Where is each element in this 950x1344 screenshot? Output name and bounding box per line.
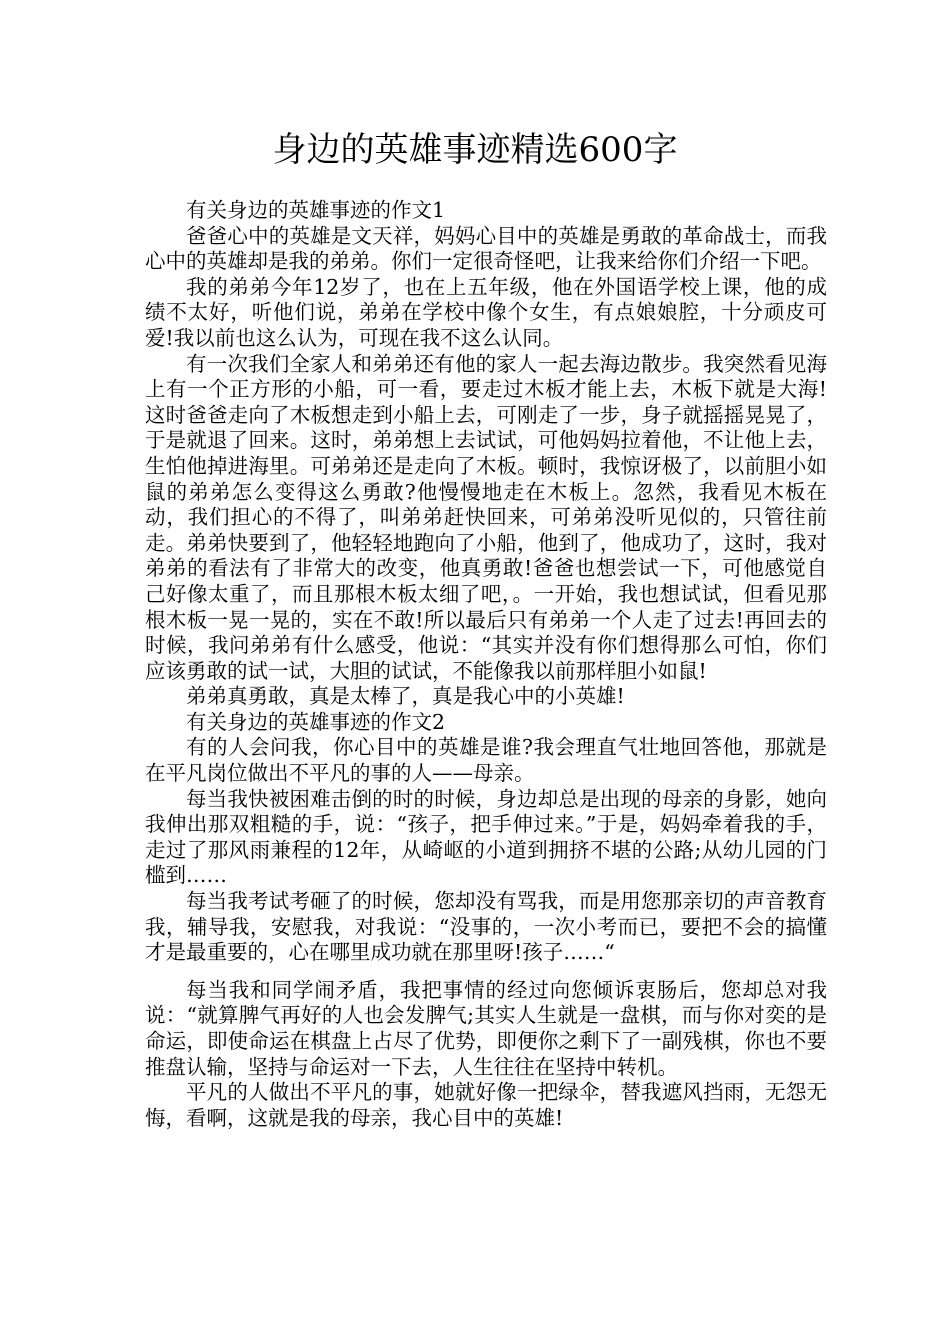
essay-2-heading: 有关身边的英雄事迹的作文2: [186, 709, 446, 734]
paragraph: 每当我快被困难击倒的时的时候，身边却总是出现的母亲的身影，她向我伸出那双粗糙的手，说：“孩子，把手伸过来。”于是，妈妈牵着我的手，走过了那风雨兼程的12年，从崎岖的小道到拥挤不堪的公路;从幼儿园的门槛到……: [145, 786, 827, 888]
paragraph: 平凡的人做出不平凡的事，她就好像一把绿伞，替我遮风挡雨，无怨无悔，看啊，这就是我的母亲，我心目中的英雄!: [145, 1080, 827, 1130]
paragraph: 每当我考试考砸了的时候，您却没有骂我，而是用您那亲切的声音教育我，辅导我，安慰我，对我说：“没事的，一次小考而已，要把不会的搞懂才是最重要的，心在哪里成功就在那里呀!孩子……“: [145, 889, 827, 965]
paragraph: 有一次我们全家人和弟弟还有他的家人一起去海边散步。我突然看见海上有一个正方形的小船，可一看，要走过木板才能上去，木板下就是大海!这时爸爸走向了木板想走到小船上去，可刚走了一步，身子就摇摇晃晃了，于是就退了回来。这时，弟弟想上去试试，可他妈妈拉着他，不让他上去，生怕他掉进海里。可弟弟还是走向了木板。顿时，我惊讶极了，以前胆小如鼠的弟弟怎么变得这么勇敢?他慢慢地走在木板上。忽然，我看见木板在动，我们担心的不得了，叫弟弟赶快回来，可弟弟没听见似的，只管往前走。弟弟快要到了，他轻轻地跑向了小船，他到了，他成功了，这时，我对弟弟的看法有了非常大的改变，他真勇敢!爸爸也想尝试一下，可他感觉自己好像太重了，而且那根木板太细了吧，。一开始，我也想试试，但看见那根木板一晃一晃的，实在不敢!所以最后只有弟弟一个人走了过去!再回去的时候，我问弟弟有什么感受，他说：“其实并没有你们想得那么可怕，你们应该勇敢的试一试，大胆的试试，不能像我以前那样胆小如鼠!: [145, 351, 827, 683]
paragraph: 弟弟真勇敢，真是太棒了，真是我心中的小英雄!: [186, 684, 625, 709]
document-body: [145, 198, 827, 1131]
paragraph: 有的人会问我，你心目中的英雄是谁?我会理直气壮地回答他，那就是在平凡岗位做出不平凡的事的人——母亲。: [145, 735, 827, 786]
paragraph: 每当我和同学闹矛盾，我把事情的经过向您倾诉衷肠后，您却总对我说：“就算脾气再好的人也会发脾气;其实人生就是一盘棋，而与你对奕的是命运，即使命运在棋盘上占尽了优势，即便你之剩下了一副残棋，你也不要推盘认输，坚持与命运对一下去，人生往往在坚持中转机。: [145, 977, 827, 1079]
paragraph: 爸爸心中的英雄是文天祥，妈妈心目中的英雄是勇敢的革命战士，而我心中的英雄却是我的弟弟。你们一定很奇怪吧，让我来给你们介绍一下吧。: [145, 223, 827, 274]
paragraph: 我的弟弟今年12岁了，也在上五年级，他在外国语学校上课，他的成绩不太好，听他们说，弟弟在学校中像个女生，有点娘娘腔，十分顽皮可爱!我以前也这么认为，可现在我不这么认同。: [145, 274, 827, 350]
document-title: 身边的英雄事迹精选600字: [272, 130, 678, 170]
essay-1-heading: 有关身边的英雄事迹的作文1: [186, 198, 446, 222]
